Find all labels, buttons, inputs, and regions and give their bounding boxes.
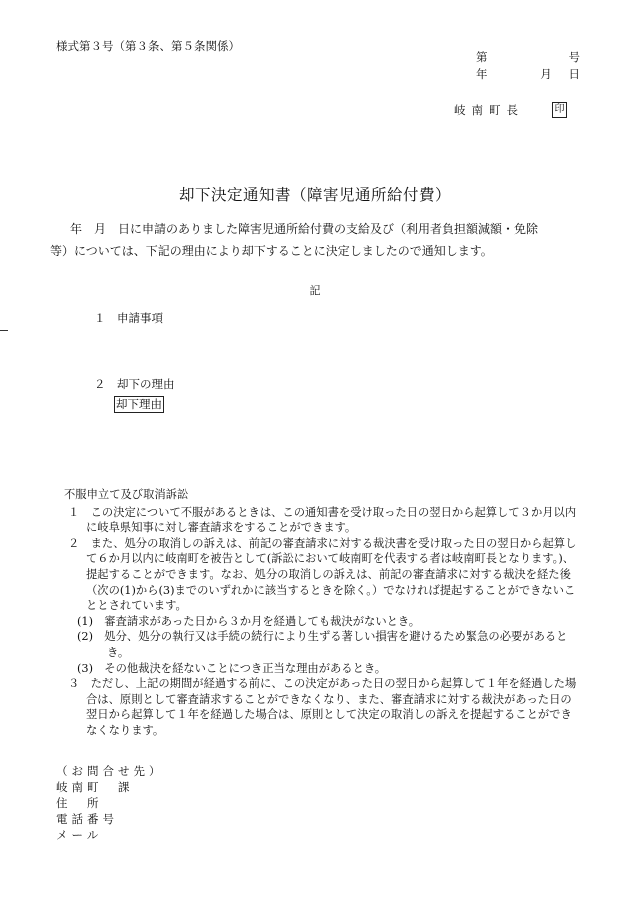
appeal-subitem-2: (2) 処分、処分の執行又は手続の続行により生ずる著しい損害を避けるため緊急の必要があるとき。: [77, 630, 568, 659]
appeal-paragraph-3: ３ ただし、上記の期間が経過する前に、この決定があった日の翌日から起算して１年を経過した場合は、原則として審査請求することができなくなり、また、審査請求に対する裁決があった日の翌日から起算して１年を経過した場合は、原則として決定の取消しの訴えを提起することができなくなります。: [68, 677, 577, 737]
sender: [454, 102, 567, 118]
appeal-subitem-3: (3) その他裁決を経ないことにつき正当な理由があるとき。: [77, 661, 387, 675]
date-day: 日: [568, 67, 580, 81]
sender-name: 岐南町長: [454, 103, 524, 117]
contact-phone: 電話番号: [56, 812, 118, 826]
appeal-notice: [62, 487, 582, 739]
form-number: 様式第３号（第３条、第５条関係）: [56, 39, 240, 53]
seal-mark: 印: [552, 102, 567, 118]
appeal-paragraph-1: １ この決定について不服があるときは、この通知書を受け取った日の翌日から起算して３か月以内に岐阜県知事に対し審査請求をすることができます。: [68, 505, 577, 535]
intro-text: [50, 218, 573, 262]
appeal-paragraph-2: ２ また、処分の取消しの訴えは、前記の審査請求に対する裁決書を受け取った日の翌日から起算して６か月以内に岐南町を被告として(訴訟において岐南町を代表する者は岐南町長となります。)、提起することができます。なお、処分の取消しの訴えは、前記の審査請求に対する裁決を経た後（次の(1)から(3)までのいずれかに該当するときを除く。）でなければ提起することができないこととされています。: [68, 536, 577, 613]
rejection-reason-box: 却下理由: [116, 397, 162, 411]
document-number-block: [476, 49, 580, 83]
doc-number-prefix: 第: [476, 50, 488, 64]
contact-heading: （お問合せ先）: [56, 764, 165, 778]
date-line: [476, 66, 580, 83]
page-title: 却下決定通知書（障害児通所給付費）: [178, 186, 451, 204]
intro-line-2: 等）については、下記の理由により却下することに決定しましたので通知します。: [50, 244, 493, 258]
date-year: 年: [476, 67, 488, 81]
appeal-subitem-1: (1) 審査請求があった日から３か月を経過しても裁決がないとき。: [77, 614, 421, 628]
doc-number-line: [476, 49, 580, 66]
contact-address: 住 所: [56, 796, 103, 810]
contact-dept: 岐南町 課: [56, 780, 134, 794]
doc-number-suffix: 号: [568, 50, 580, 64]
contact-block: [56, 763, 165, 843]
ki-heading: 記: [309, 284, 321, 297]
intro-line-1: 年 月 日に申請のありました障害児通所給付費の支給及び（利用者負担額減額・免除: [70, 222, 539, 236]
item-application: １ 申請事項: [94, 311, 163, 325]
item-rejection-reason: ２ 却下の理由: [94, 377, 175, 391]
margin-mark: [0, 330, 8, 331]
contact-email: メール: [56, 828, 103, 842]
date-month: 月: [540, 67, 552, 81]
appeal-heading: 不服申立て及び取消訴訟: [64, 488, 189, 501]
